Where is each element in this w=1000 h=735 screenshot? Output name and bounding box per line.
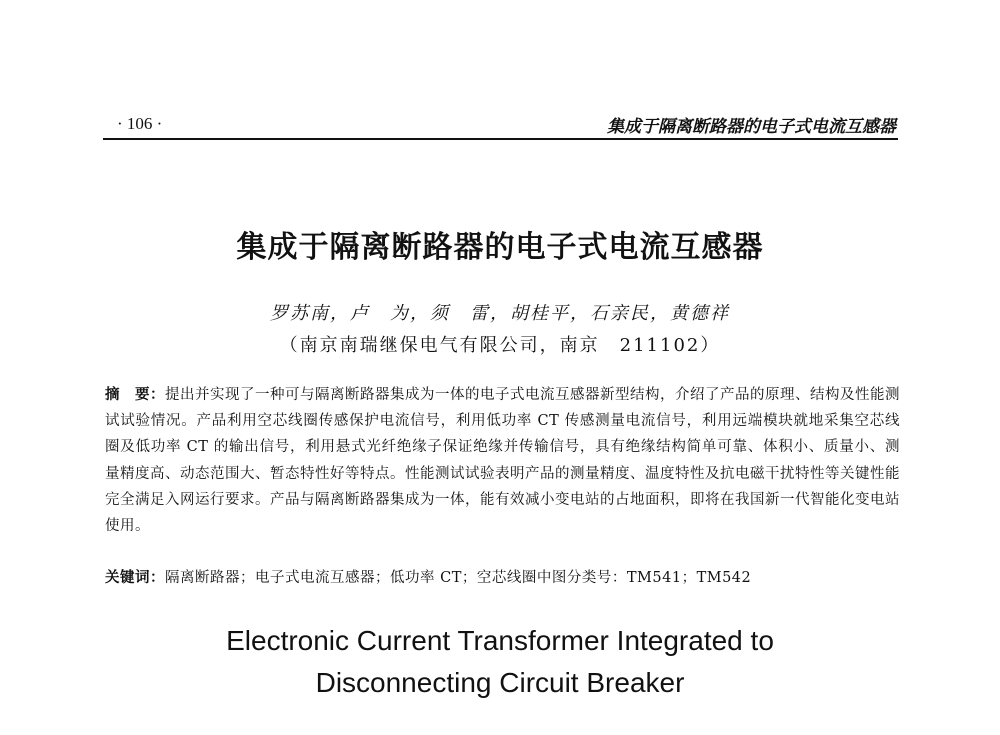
page-number: · 106 · bbox=[117, 114, 163, 133]
running-header bbox=[103, 108, 898, 140]
abstract-paragraph bbox=[105, 382, 900, 539]
english-title bbox=[0, 620, 1000, 704]
abstract-text: 提出并实现了一种可与隔离断路器集成为一体的电子式电流互感器新型结构，介绍了产品的原理、结构及性能测试试验情况。产品利用空芯线圈传感保护电流信号，利用低功率 CT 传感测量电流信号，利用远端模块就地采集空芯线圈及低功率 CT 的输出信号，利用悬式光纤绝缘子保证绝缘并传输信号，具有绝缘结构简单可靠、体积小、质量小、测量精度高、动态范围大、暂态特性好等特点。性能测试试验表明产品的测量精度、温度特性及抗电磁干扰特性等关键性能完全满足入网运行要求。产品与隔离断路器集成为一体，能有效减小变电站的占地面积，即将在我国新一代智能化变电站使用。 bbox=[105, 387, 900, 535]
keywords-label: 关键词： bbox=[105, 570, 165, 586]
english-title-line-2: Disconnecting Circuit Breaker bbox=[315, 667, 685, 698]
abstract-label: 摘 要： bbox=[105, 387, 165, 403]
affiliation: （南京南瑞继保电气有限公司，南京 211102） bbox=[279, 335, 721, 356]
english-title-line-1: Electronic Current Transformer Integrated to bbox=[226, 625, 774, 656]
chinese-title: 集成于隔离断路器的电子式电流互感器 bbox=[236, 230, 764, 265]
keywords-line bbox=[105, 565, 900, 591]
keywords-text: 隔离断路器；电子式电流互感器；低功率 CT；空芯线圈中图分类号：TM541；TM542 bbox=[165, 570, 752, 586]
running-title: 集成于隔离断路器的电子式电流互感器 bbox=[607, 117, 896, 137]
author-list: 罗苏南，卢 为，须 雷，胡桂平，石亲民，黄德祥 bbox=[270, 303, 730, 324]
